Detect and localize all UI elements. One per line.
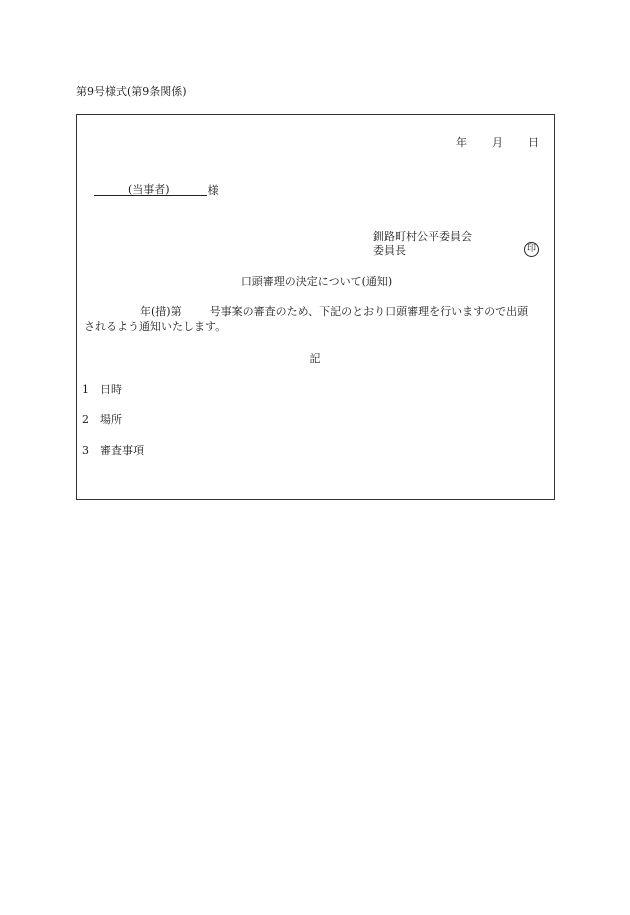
list-item	[82, 414, 122, 425]
body-line-2: されるよう通知いたします。	[84, 320, 227, 333]
ki-heading	[0, 353, 630, 364]
item-label: 日時	[100, 383, 122, 396]
item-number: 1	[82, 383, 89, 396]
list-item	[82, 384, 122, 395]
seal-icon: 印	[524, 242, 539, 257]
item-label: 審査事項	[100, 444, 144, 457]
item-number: 2	[82, 413, 89, 426]
body-line-1	[140, 306, 528, 317]
sender-title: 委員長	[373, 244, 406, 257]
addressee-honorific: 様	[207, 184, 219, 197]
form-number: 第9号様式(第9条関係)	[76, 85, 187, 98]
body-year-label: 年(措)第	[140, 305, 182, 318]
document-subject	[0, 276, 630, 287]
list-item	[82, 445, 144, 456]
date-year-label: 年	[456, 136, 467, 149]
addressee-blank-left	[94, 184, 128, 196]
item-number: 3	[82, 444, 89, 457]
addressee	[94, 184, 219, 196]
ki-text: 記	[309, 352, 321, 365]
item-label: 場所	[100, 413, 122, 426]
sender-organization: 釧路町村公平委員会	[373, 230, 472, 243]
body-line1-text: 号事案の審査のため、下記のとおり口頭審理を行いますので出頭	[209, 305, 529, 318]
addressee-party: (当事者)	[128, 183, 170, 196]
subject-text: 口頭審理の決定について(通知)	[240, 275, 393, 288]
date-day-label: 日	[528, 136, 539, 149]
addressee-blank-right	[171, 184, 207, 196]
date-month-label: 月	[492, 136, 503, 149]
